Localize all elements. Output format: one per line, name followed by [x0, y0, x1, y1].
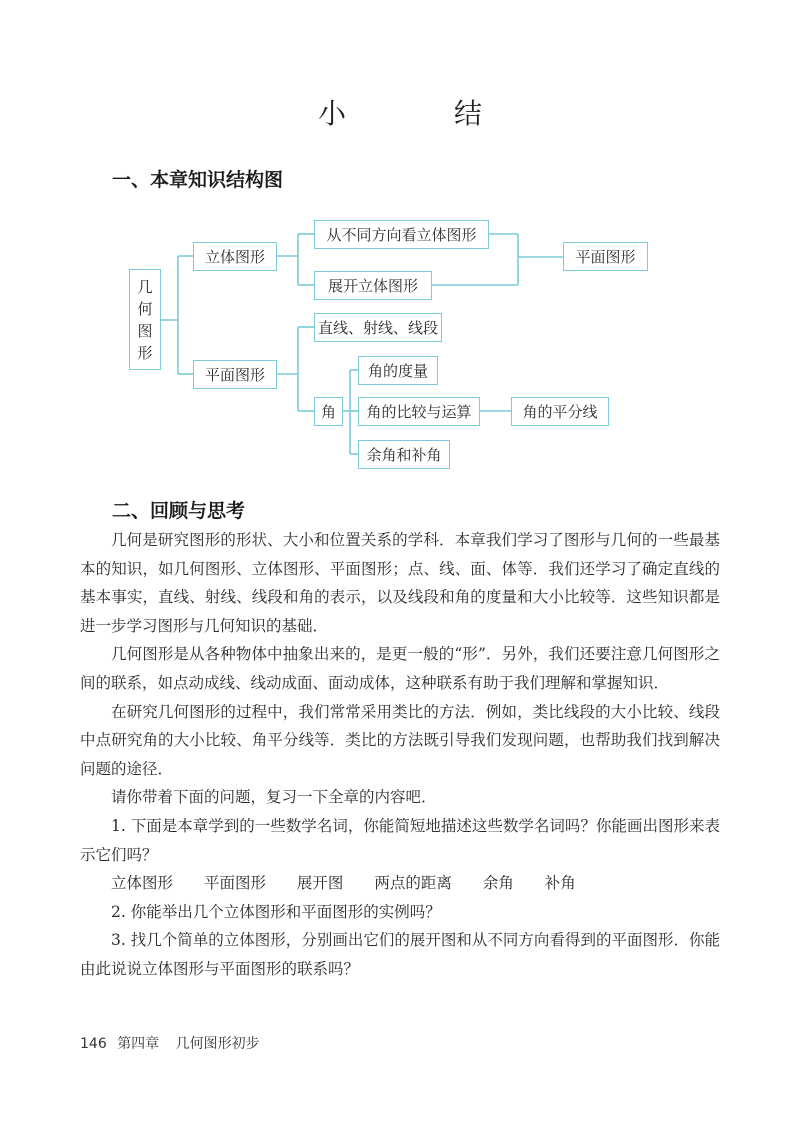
diagram-node-lines-rays-segments: 直线、射线、线段: [314, 313, 442, 342]
chapter-title: 几何图形初步: [175, 1036, 260, 1052]
diagram-node-plane-result: 平面图形: [563, 242, 648, 271]
term-list: [80, 869, 720, 898]
term-item: 补角: [544, 874, 576, 893]
term-item: 两点的距离: [374, 874, 452, 893]
page-title: 小 结: [317, 97, 522, 130]
chapter-label: 第四章: [117, 1036, 160, 1052]
diagram-node-complementary-supplementary: 余角和补角: [358, 440, 450, 469]
term-item: 立体图形: [111, 874, 174, 893]
diagram-node-char: 何: [137, 299, 153, 318]
diagram-node-plane-figures: 平面图形: [193, 360, 277, 389]
diagram-node-char: 图: [137, 321, 153, 340]
paragraph-analogy: 在研究几何图形的过程中，我们常常采用类比的方法．例如，类比线段的大小比较、线段中点研究角的大小比较、角平分线等．类比的方法既引导我们发现问题，也帮助我们找到解决问题的途径．: [80, 702, 720, 778]
diagram-node-angle-compare: 角的比较与运算: [358, 397, 480, 426]
diagram-node-char: 几: [137, 277, 153, 296]
diagram-node-angle-measure: 角的度量: [358, 356, 438, 385]
review-body: [80, 526, 720, 984]
diagram-node-view-from-directions: 从不同方向看立体图形: [314, 220, 489, 249]
question-1: 1. 下面是本章学到的一些数学名词，你能简短地描述这些数学名词吗？你能画出图形来表示它们吗？: [80, 816, 720, 864]
diagram-node-solid-figures: 立体图形: [193, 242, 277, 271]
term-item: 展开图: [296, 874, 344, 893]
paragraph-review-prompt: 请你带着下面的问题，复习一下全章的内容吧．: [111, 788, 437, 807]
term-item: 余角: [482, 874, 514, 893]
diagram-node-angle-bisector: 角的平分线: [511, 397, 609, 426]
page-footer: [80, 1033, 260, 1053]
section-heading-structure: 一、本章知识结构图: [112, 169, 284, 191]
question-2: 2. 你能举出几个立体图形和平面图形的实例吗？: [111, 902, 441, 921]
diagram-node-angle: 角: [314, 397, 343, 426]
paragraph-abstraction: 几何图形是从各种物体中抽象出来的，是更一般的“形”．另外，我们还要注意几何图形之间的联系，如点动成线、线动成面、面动成体，这种联系有助于我们理解和掌握知识．: [80, 645, 720, 692]
diagram-node-geometry-figures: [129, 269, 161, 370]
diagram-node-unfold-solid: 展开立体图形: [314, 271, 432, 300]
page-number: 146: [80, 1036, 107, 1052]
section-heading-review: 二、回顾与思考: [112, 500, 246, 522]
paragraph-intro: 几何是研究图形的形状、大小和位置关系的学科．本章我们学习了图形与几何的一些最基本的知识，如几何图形、立体图形、平面图形；点、线、面、体等．我们还学习了确定直线的基本事实，直线、射线、线段和角的表示，以及线段和角的度量和大小比较等．这些知识都是进一步学习图形与几何知识的基础．: [80, 531, 720, 635]
term-item: 平面图形: [203, 874, 266, 893]
diagram-node-char: 形: [137, 343, 153, 362]
question-3: 3. 找几个简单的立体图形，分别画出它们的展开图和从不同方向看得到的平面图形．你能由此说说立体图形与平面图形的联系吗？: [80, 931, 720, 978]
